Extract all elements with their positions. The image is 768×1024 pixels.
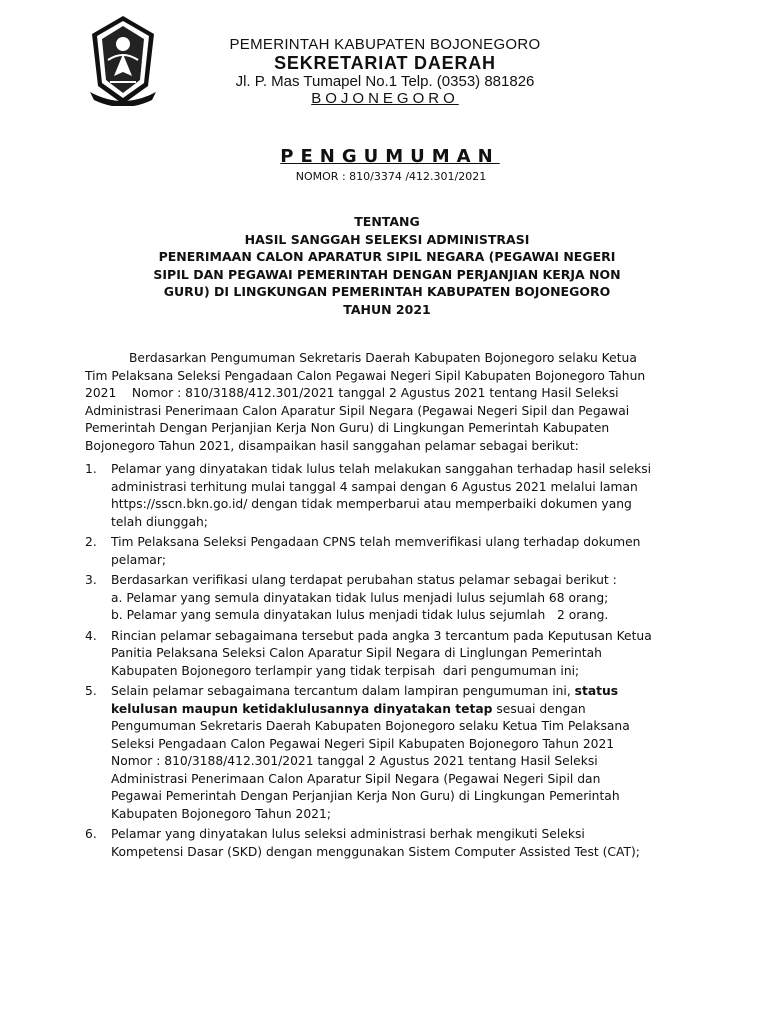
item-line: b. Pelamar yang semula dinyatakan lulus menjadi tidak lulus sejumlah 2 orang. — [111, 608, 609, 622]
letterhead — [160, 36, 610, 107]
item-number: 5. — [85, 684, 97, 698]
list-item — [85, 534, 699, 569]
list-item — [85, 683, 699, 823]
paragraph-line: 2021 Nomor : 810/3188/412.301/2021 tanggal 2 Agustus 2021 tentang Hasil Seleksi — [85, 386, 619, 400]
item-line: Tim Pelaksana Seleksi Pengadaan CPNS telah memverifikasi ulang terhadap dokumen — [111, 535, 641, 549]
item-line: a. Pelamar yang semula dinyatakan tidak lulus menjadi lulus sejumlah 68 orang; — [111, 590, 609, 605]
item-line — [111, 683, 699, 701]
paragraph-line: Pemerintah Dengan Perjanjian Kerja Non Guru) di Lingkungan Pemerintah Kabupaten — [85, 421, 610, 435]
intro-paragraph — [85, 350, 699, 455]
item-number: 2. — [85, 535, 97, 549]
document-subject — [84, 213, 690, 318]
item-line — [111, 701, 699, 719]
item-line: Kabupaten Bojonegoro terlampir yang tidak terpisah dari pengumuman ini; — [111, 663, 580, 678]
item-line: Panitia Pelaksana Seleksi Calon Aparatur Sipil Negara di Linglungan Pemerintah — [111, 646, 602, 660]
subject-line: SIPIL DAN PEGAWAI PEMERINTAH DENGAN PERJANJIAN KERJA NON — [153, 266, 621, 282]
item-line: Kabupaten Bojonegoro Tahun 2021; — [111, 806, 331, 821]
subject-line: GURU) DI LINGKUNGAN PEMERINTAH KABUPATEN BOJONEGORO — [163, 284, 611, 299]
city-name: BOJONEGORO — [311, 90, 459, 107]
item-text: sesuai dengan — [492, 701, 586, 716]
item-emphasis: kelulusan maupun ketidaklulusannya dinyatakan tetap — [111, 701, 493, 716]
paragraph-line: Berdasarkan Pengumuman Sekretaris Daerah Kabupaten Bojonegoro selaku Ketua — [129, 351, 637, 365]
list-item — [85, 826, 699, 861]
office-name: SEKRETARIAT DAERAH — [274, 53, 496, 73]
subject-line: TENTANG — [354, 214, 420, 229]
item-line: Pelamar yang dinyatakan tidak lulus telah melakukan sanggahan terhadap hasil seleksi — [111, 462, 652, 476]
item-number: 6. — [85, 827, 97, 841]
document-number: NOMOR : 810/3374 /412.301/2021 — [295, 170, 487, 183]
paragraph-line: Tim Pelaksana Seleksi Pengadaan Calon Pegawai Negeri Sipil Kabupaten Bojonegoro Tahun — [85, 368, 646, 383]
item-number: 3. — [85, 573, 97, 587]
item-emphasis: status — [574, 684, 619, 698]
item-line: Pelamar yang dinyatakan lulus seleksi administrasi berhak mengikuti Seleksi — [111, 827, 585, 841]
numbered-list — [85, 461, 699, 864]
subject-line: PENERIMAAN CALON APARATUR SIPIL NEGARA (PEGAWAI NEGERI — [158, 249, 616, 264]
document-title: PENGUMUMAN — [280, 146, 500, 167]
item-line: Pengumuman Sekretaris Daerah Kabupaten Bojonegoro selaku Ketua Tim Pelaksana — [111, 719, 630, 733]
item-text: Selain pelamar sebagaimana tercantum dalam lampiran pengumuman ini, — [111, 684, 575, 698]
item-line: Berdasarkan verifikasi ulang terdapat perubahan status pelamar sebagai berikut : — [111, 573, 617, 587]
office-address: Jl. P. Mas Tumapel No.1 Telp. (0353) 881826 — [235, 73, 535, 90]
item-line: Administrasi Penerimaan Calon Aparatur Sipil Negara (Pegawai Negeri Sipil dan — [111, 771, 601, 786]
list-item — [85, 628, 699, 681]
item-line: Nomor : 810/3188/412.301/2021 tanggal 2 Agustus 2021 tentang Hasil Seleksi — [111, 754, 598, 768]
item-number: 1. — [85, 462, 97, 476]
item-line: administrasi terhitung mulai tanggal 4 sampai dengan 6 Agustus 2021 melalui laman — [111, 479, 638, 494]
list-item — [85, 572, 699, 625]
item-line: telah diunggah; — [111, 514, 208, 529]
subject-line: TAHUN 2021 — [343, 301, 431, 317]
item-line: Seleksi Pengadaan Calon Pegawai Negeri Sipil Kabupaten Bojonegoro Tahun 2021 — [111, 736, 615, 751]
paragraph-line: Administrasi Penerimaan Calon Aparatur Sipil Negara (Pegawai Negeri Sipil dan Pegawai — [85, 403, 630, 418]
bojonegoro-emblem-icon — [88, 14, 158, 106]
item-line: https://sscn.bkn.go.id/ dengan tidak memperbarui atau memperbaiki dokumen yang — [111, 497, 632, 511]
item-line: Rincian pelamar sebagaimana tersebut pada angka 3 tercantum pada Keputusan Ketua — [111, 628, 652, 643]
item-line: pelamar; — [111, 552, 167, 567]
item-line: Pegawai Pemerintah Dengan Perjanjian Kerja Non Guru) di Lingkungan Pemerintah — [111, 789, 620, 803]
paragraph-line: Bojonegoro Tahun 2021, disampaikan hasil sanggahan pelamar sebagai berikut: — [85, 438, 579, 453]
list-item — [85, 461, 699, 531]
subject-line: HASIL SANGGAH SELEKSI ADMINISTRASI — [244, 231, 530, 247]
government-name: PEMERINTAH KABUPATEN BOJONEGORO — [229, 36, 541, 53]
item-line: Kompetensi Dasar (SKD) dengan menggunakan Sistem Computer Assisted Test (CAT); — [111, 844, 640, 859]
item-number: 4. — [85, 628, 97, 643]
